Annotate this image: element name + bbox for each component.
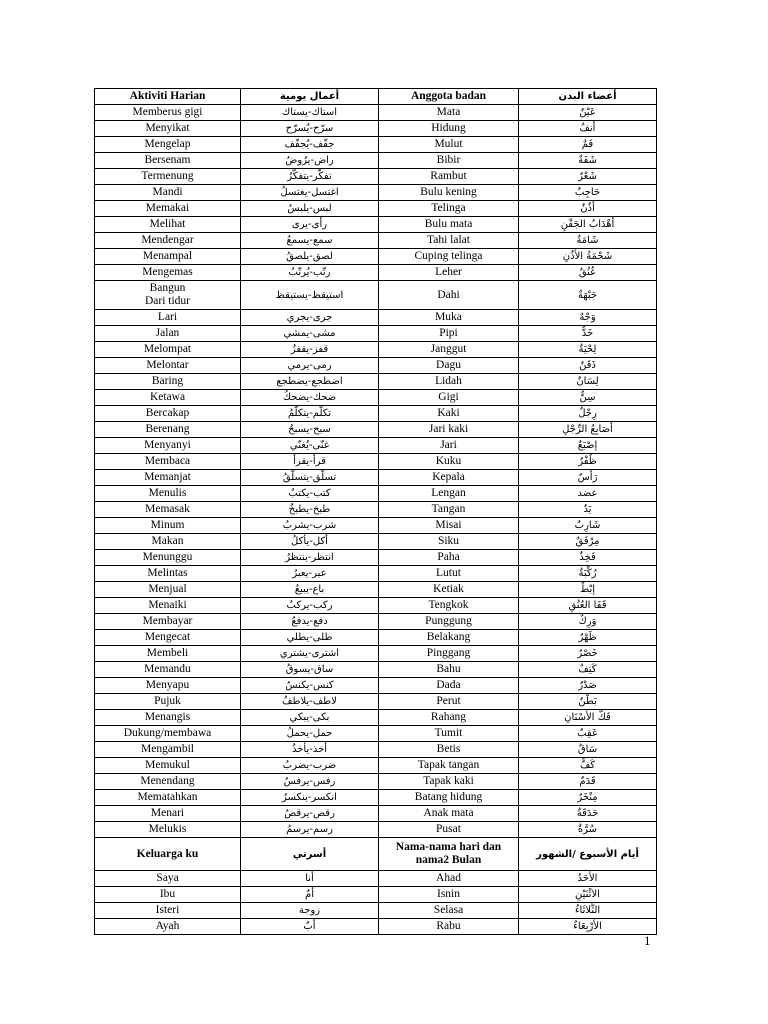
malay-word: Dukung/membawa xyxy=(95,726,241,742)
arabic-word: رُكْبَةٌ xyxy=(519,566,657,582)
table-row xyxy=(95,342,657,358)
table-row xyxy=(95,646,657,662)
section-header-keluarga: Keluarga ku xyxy=(95,838,241,871)
table-row xyxy=(95,774,657,790)
malay-word: Gigi xyxy=(379,390,519,406)
malay-word: Lutut xyxy=(379,566,519,582)
section-header-hari-ar: أيام الأسبوع /الشهور xyxy=(519,838,657,871)
malay-word: Dada xyxy=(379,678,519,694)
arabic-word: رفس-يرفسُ xyxy=(241,774,379,790)
arabic-word: تكلّم-يتكلّمُ xyxy=(241,406,379,422)
arabic-word: شَارِبٌ xyxy=(519,518,657,534)
arabic-word: مشى-يمشي xyxy=(241,326,379,342)
arabic-word: إصْبَعٌ xyxy=(519,438,657,454)
arabic-word: استيقظ-يستيقظ xyxy=(241,281,379,310)
table-row xyxy=(95,185,657,201)
arabic-word: بَطْنٌ xyxy=(519,694,657,710)
table-row xyxy=(95,137,657,153)
malay-word: Kaki xyxy=(379,406,519,422)
arabic-word: خَدٌّ xyxy=(519,326,657,342)
table-row xyxy=(95,871,657,887)
table-row xyxy=(95,742,657,758)
table-header-row xyxy=(95,89,657,105)
malay-word: Membaca xyxy=(95,454,241,470)
malay-word: Betis xyxy=(379,742,519,758)
malay-word: Tumit xyxy=(379,726,519,742)
malay-word: Melintas xyxy=(95,566,241,582)
malay-word: Tapak tangan xyxy=(379,758,519,774)
arabic-word: سبح-يسبحُ xyxy=(241,422,379,438)
arabic-word: أصَابِعُ الرِّجْلِ xyxy=(519,422,657,438)
malay-word: Isteri xyxy=(95,903,241,919)
table-row xyxy=(95,153,657,169)
malay-word: Pusat xyxy=(379,822,519,838)
malay-word: Lidah xyxy=(379,374,519,390)
malay-word: Memukul xyxy=(95,758,241,774)
malay-word: Bibir xyxy=(379,153,519,169)
arabic-word: شَفَةٌ xyxy=(519,153,657,169)
table-row xyxy=(95,566,657,582)
malay-word: Ahad xyxy=(379,871,519,887)
arabic-word: عضد xyxy=(519,486,657,502)
malay-word: Ketiak xyxy=(379,582,519,598)
header-aktiviti: Aktiviti Harian xyxy=(95,89,241,105)
table-row xyxy=(95,662,657,678)
arabic-word: سُرَّةٌ xyxy=(519,822,657,838)
table-row xyxy=(95,726,657,742)
malay-word: Dagu xyxy=(379,358,519,374)
malay-word: Tangan xyxy=(379,502,519,518)
table-row xyxy=(95,630,657,646)
table-row xyxy=(95,822,657,838)
arabic-word: رَأْسٌ xyxy=(519,470,657,486)
table-row xyxy=(95,887,657,903)
arabic-word: ضرب-يضربُ xyxy=(241,758,379,774)
table-row xyxy=(95,310,657,326)
table-row xyxy=(95,281,657,310)
arabic-word: وَرِكٌ xyxy=(519,614,657,630)
arabic-word: سَاقٌ xyxy=(519,742,657,758)
malay-word: Melompat xyxy=(95,342,241,358)
arabic-word: سِنٌّ xyxy=(519,390,657,406)
table-row xyxy=(95,694,657,710)
arabic-word: كتب-يكتبُ xyxy=(241,486,379,502)
arabic-word: لِحْيَةٌ xyxy=(519,342,657,358)
table-row xyxy=(95,806,657,822)
malay-word: Menampal xyxy=(95,249,241,265)
malay-word: Melontar xyxy=(95,358,241,374)
arabic-word: اغتسل-يغتسلُ xyxy=(241,185,379,201)
malay-word: Menyanyi xyxy=(95,438,241,454)
arabic-word: كَتِفٌ xyxy=(519,662,657,678)
malay-word: Lengan xyxy=(379,486,519,502)
arabic-word: أكل-يأكلُ xyxy=(241,534,379,550)
table-row xyxy=(95,374,657,390)
arabic-word: سمع-يسمعُ xyxy=(241,233,379,249)
arabic-word: رمى-يرمي xyxy=(241,358,379,374)
malay-word: Mulut xyxy=(379,137,519,153)
arabic-word: لاطف-يلاطفُ xyxy=(241,694,379,710)
arabic-word: الأَحَدُ xyxy=(519,871,657,887)
arabic-word: أهْدَابُ الجَفْنِ xyxy=(519,217,657,233)
table-row xyxy=(95,265,657,281)
arabic-word: ظُفْرٌ xyxy=(519,454,657,470)
arabic-word: ضحك-يضحكُ xyxy=(241,390,379,406)
arabic-word: قرأ-يقرأُ xyxy=(241,454,379,470)
arabic-word: شرب-يشربُ xyxy=(241,518,379,534)
malay-word: Membayar xyxy=(95,614,241,630)
malay-word: Melukis xyxy=(95,822,241,838)
arabic-word: فَخِذٌ xyxy=(519,550,657,566)
malay-word: Mengelap xyxy=(95,137,241,153)
malay-word: Mandi xyxy=(95,185,241,201)
table-row xyxy=(95,518,657,534)
arabic-word: الأَرْبِعَاءُ xyxy=(519,919,657,935)
table-row xyxy=(95,105,657,121)
malay-word: Menyikat xyxy=(95,121,241,137)
arabic-word: رأى-يرى xyxy=(241,217,379,233)
table-row xyxy=(95,598,657,614)
arabic-word: تفكّر-يتفكّرُ xyxy=(241,169,379,185)
arabic-word: مِنْخَرٌ xyxy=(519,790,657,806)
arabic-word: استاك-يستاك xyxy=(241,105,379,121)
malay-word: Mengemas xyxy=(95,265,241,281)
table-row xyxy=(95,249,657,265)
table-row xyxy=(95,758,657,774)
table-row xyxy=(95,358,657,374)
malay-word: Jalan xyxy=(95,326,241,342)
arabic-word: أبٌ xyxy=(241,919,379,935)
section-header-hari: Nama-nama hari dan nama2 Bulan xyxy=(379,838,519,871)
arabic-word: الثُّلاثَاءُ xyxy=(519,903,657,919)
malay-word: Telinga xyxy=(379,201,519,217)
table-row xyxy=(95,486,657,502)
arabic-word: حمل-يحملُ xyxy=(241,726,379,742)
table-row xyxy=(95,390,657,406)
malay-word: Paha xyxy=(379,550,519,566)
malay-word: Pinggang xyxy=(379,646,519,662)
arabic-word: جفّف-يُجفّف xyxy=(241,137,379,153)
malay-word: Jari kaki xyxy=(379,422,519,438)
malay-word: Lari xyxy=(95,310,241,326)
malay-word: Menendang xyxy=(95,774,241,790)
malay-word: Menaiki xyxy=(95,598,241,614)
malay-word: Rabu xyxy=(379,919,519,935)
malay-word: Memandu xyxy=(95,662,241,678)
arabic-word: ظَهْرٌ xyxy=(519,630,657,646)
arabic-word: شَحْمَةُ الأُذُنِ xyxy=(519,249,657,265)
malay-word: Dahi xyxy=(379,281,519,310)
malay-word: Memasak xyxy=(95,502,241,518)
arabic-word: طبخ-يطبخُ xyxy=(241,502,379,518)
arabic-word: الاثْنَيْنِ xyxy=(519,887,657,903)
table-row xyxy=(95,201,657,217)
malay-word: Batang hidung xyxy=(379,790,519,806)
malay-word: Cuping telinga xyxy=(379,249,519,265)
malay-word: Tahi lalat xyxy=(379,233,519,249)
malay-word: Mematahkan xyxy=(95,790,241,806)
arabic-word: رقص-يرقصُ xyxy=(241,806,379,822)
table-row xyxy=(95,614,657,630)
arabic-word: فَمٌ xyxy=(519,137,657,153)
arabic-word: حَاجِبٌ xyxy=(519,185,657,201)
malay-word: Menyapu xyxy=(95,678,241,694)
malay-word: Mengecat xyxy=(95,630,241,646)
arabic-word: وَجْهٌ xyxy=(519,310,657,326)
malay-word: Muka xyxy=(379,310,519,326)
table-row xyxy=(95,502,657,518)
header-anggota: Anggota badan xyxy=(379,89,519,105)
arabic-word: لصق-يلصقُ xyxy=(241,249,379,265)
malay-word: Mendengar xyxy=(95,233,241,249)
malay-word: Tapak kaki xyxy=(379,774,519,790)
table-row xyxy=(95,217,657,233)
malay-word: Bercakap xyxy=(95,406,241,422)
malay-word: Rambut xyxy=(379,169,519,185)
malay-word: Memberus gigi xyxy=(95,105,241,121)
arabic-word: كَفٌّ xyxy=(519,758,657,774)
arabic-word: غنّى-يُغنّي xyxy=(241,438,379,454)
malay-word: Pipi xyxy=(379,326,519,342)
arabic-word: باع-يبيعُ xyxy=(241,582,379,598)
malay-word: Ibu xyxy=(95,887,241,903)
malay-word: Baring xyxy=(95,374,241,390)
malay-word: Minum xyxy=(95,518,241,534)
table-row xyxy=(95,326,657,342)
malay-word: Menjual xyxy=(95,582,241,598)
arabic-word: سرّح-يُسرّح xyxy=(241,121,379,137)
header-aktiviti-arabic: أعمال يومية xyxy=(241,89,379,105)
arabic-word: أخذ-يأخذُ xyxy=(241,742,379,758)
arabic-word: أنفٌ xyxy=(519,121,657,137)
arabic-word: أنا xyxy=(241,871,379,887)
arabic-word: حَدَقَةٌ xyxy=(519,806,657,822)
malay-word: Bahu xyxy=(379,662,519,678)
arabic-word: إبْطٌ xyxy=(519,582,657,598)
table-row xyxy=(95,454,657,470)
arabic-word: عبر-يعبرُ xyxy=(241,566,379,582)
malay-word: Memakai xyxy=(95,201,241,217)
section-header-row xyxy=(95,838,657,871)
malay-word: Leher xyxy=(379,265,519,281)
malay-word: Hidung xyxy=(379,121,519,137)
arabic-word: طلى-يطلي xyxy=(241,630,379,646)
arabic-word: قَفَا العُنُقِ xyxy=(519,598,657,614)
arabic-word: مِرْفَقٌ xyxy=(519,534,657,550)
arabic-word: عُنُقٌ xyxy=(519,265,657,281)
arabic-word: خَصْرٌ xyxy=(519,646,657,662)
arabic-word: بكى-يبكي xyxy=(241,710,379,726)
malay-word: Mengambil xyxy=(95,742,241,758)
header-anggota-arabic: أعضاء البدن xyxy=(519,89,657,105)
table-row xyxy=(95,406,657,422)
malay-word: Perut xyxy=(379,694,519,710)
page-number: 1 xyxy=(644,933,651,948)
malay-word: Jari xyxy=(379,438,519,454)
malay-word: Kuku xyxy=(379,454,519,470)
malay-word: Bulu mata xyxy=(379,217,519,233)
table-row xyxy=(95,903,657,919)
arabic-word: رتّب-يُرتّبُ xyxy=(241,265,379,281)
arabic-word: فَكُّ الأَسْنَانِ xyxy=(519,710,657,726)
arabic-word: أمٌ xyxy=(241,887,379,903)
table-row xyxy=(95,550,657,566)
malay-word: Membeli xyxy=(95,646,241,662)
malay-word: Bulu kening xyxy=(379,185,519,201)
arabic-word: اضطجع-يضطجع xyxy=(241,374,379,390)
arabic-word: ذَقَنٌ xyxy=(519,358,657,374)
malay-word: Kepala xyxy=(379,470,519,486)
arabic-word: دفع-يدفعُ xyxy=(241,614,379,630)
malay-word: Bangun Dari tidur xyxy=(95,281,241,310)
arabic-word: يَدٌ xyxy=(519,502,657,518)
malay-word: Selasa xyxy=(379,903,519,919)
arabic-word: لِسَانٌ xyxy=(519,374,657,390)
arabic-word: صَدْرٌ xyxy=(519,678,657,694)
arabic-word: رِجْلٌ xyxy=(519,406,657,422)
malay-word: Menulis xyxy=(95,486,241,502)
table-row xyxy=(95,470,657,486)
malay-word: Menunggu xyxy=(95,550,241,566)
malay-word: Bersenam xyxy=(95,153,241,169)
malay-word: Saya xyxy=(95,871,241,887)
malay-word: Siku xyxy=(379,534,519,550)
malay-word: Tengkok xyxy=(379,598,519,614)
malay-word: Mata xyxy=(379,105,519,121)
malay-word: Melihat xyxy=(95,217,241,233)
table-row xyxy=(95,919,657,935)
arabic-word: زوجة xyxy=(241,903,379,919)
malay-word: Punggung xyxy=(379,614,519,630)
arabic-word: ساق-يسوقُ xyxy=(241,662,379,678)
malay-word: Pujuk xyxy=(95,694,241,710)
table-row xyxy=(95,582,657,598)
arabic-word: ركب-يركبُ xyxy=(241,598,379,614)
malay-word: Janggut xyxy=(379,342,519,358)
arabic-word: رسم-يرسمُ xyxy=(241,822,379,838)
table-row xyxy=(95,710,657,726)
malay-word: Isnin xyxy=(379,887,519,903)
arabic-word: اشترى-يشتري xyxy=(241,646,379,662)
malay-word: Ayah xyxy=(95,919,241,935)
arabic-word: كنس-يكنسُ xyxy=(241,678,379,694)
table-row xyxy=(95,534,657,550)
arabic-word: قَدَمٌ xyxy=(519,774,657,790)
malay-word: Menangis xyxy=(95,710,241,726)
arabic-word: عَيْنٌ xyxy=(519,105,657,121)
malay-word: Rahang xyxy=(379,710,519,726)
arabic-word: شَعْرٌ xyxy=(519,169,657,185)
arabic-word: راض-يرُوضُ xyxy=(241,153,379,169)
table-row xyxy=(95,121,657,137)
malay-word: Ketawa xyxy=(95,390,241,406)
table-row xyxy=(95,678,657,694)
malay-word: Anak mata xyxy=(379,806,519,822)
malay-word: Misai xyxy=(379,518,519,534)
arabic-word: انتظر-ينتظرُ xyxy=(241,550,379,566)
section-header-keluarga-ar: أسرتي xyxy=(241,838,379,871)
arabic-word: أُذُنٌ xyxy=(519,201,657,217)
malay-word: Memanjat xyxy=(95,470,241,486)
malay-word: Menari xyxy=(95,806,241,822)
table-row xyxy=(95,790,657,806)
arabic-word: قفز-يقفزُ xyxy=(241,342,379,358)
malay-word: Termenung xyxy=(95,169,241,185)
malay-word: Belakang xyxy=(379,630,519,646)
arabic-word: عَقِبٌ xyxy=(519,726,657,742)
table-row xyxy=(95,169,657,185)
table-row xyxy=(95,233,657,249)
arabic-word: جرى-يجري xyxy=(241,310,379,326)
table-row xyxy=(95,422,657,438)
arabic-word: شَامَةٌ xyxy=(519,233,657,249)
malay-word: Berenang xyxy=(95,422,241,438)
arabic-word: لبس-يلبسُ xyxy=(241,201,379,217)
table-row xyxy=(95,438,657,454)
arabic-word: انكسر-ينكسرُ xyxy=(241,790,379,806)
arabic-word: جَبْهَةٌ xyxy=(519,281,657,310)
malay-word: Makan xyxy=(95,534,241,550)
vocabulary-table xyxy=(94,88,657,935)
arabic-word: تسلّق-يتسلّقُ xyxy=(241,470,379,486)
